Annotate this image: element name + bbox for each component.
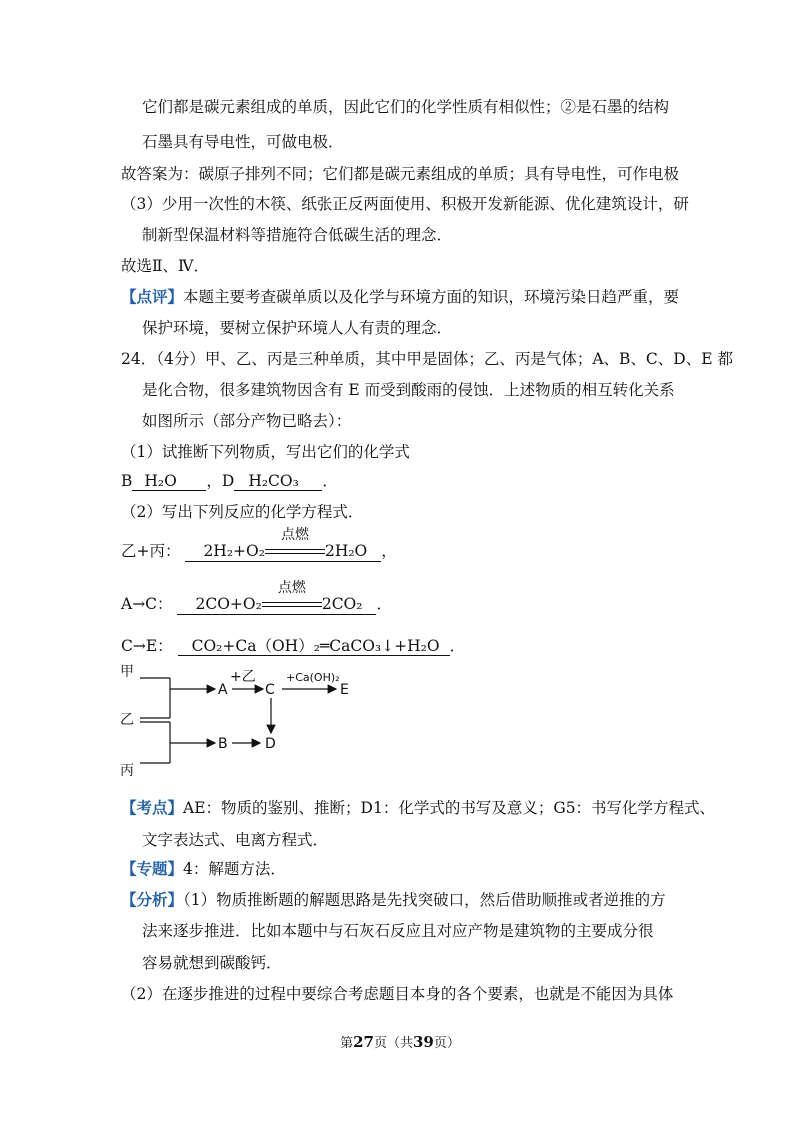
text-span: 本题主要考查碳单质以及化学与环境方面的知识，环境污染日趋严重，要 (183, 288, 680, 306)
page-number: 27 (353, 1033, 374, 1051)
text-line: （2）在逐步推进的过程中要综合考虑题目本身的各个要素，也就是不能因为具体 (121, 985, 674, 1003)
answer-sep: ，D (206, 472, 235, 490)
text-line: 文字表达式、电离方程式． (142, 831, 329, 849)
equation-products: 2H₂O (324, 542, 368, 560)
equation-products: 2CO₂ (321, 595, 363, 613)
section-tag-dianping: 【点评】 (121, 287, 184, 306)
answer-end: ． (322, 472, 338, 490)
node-jia: 甲 (120, 664, 134, 680)
zhuanti-paragraph (121, 858, 286, 880)
fenxi-paragraph (121, 889, 666, 911)
text-line: 法来逐步推进．比如本题中与石灰石反应且对应产物是建筑物的主要成分很 (142, 922, 654, 940)
text-line: 故答案为：碳原子排列不同；它们都是碳元素组成的单质；具有导电性，可作电极 (121, 165, 680, 183)
node-B: B (218, 736, 228, 752)
text-span: AE：物质的鉴别、推断；D1：化学式的书写及意义；G5：书写化学方程式、 (183, 799, 716, 817)
equation-answer-3: CO₂+Ca（OH）₂═CaCO₃↓+H₂O (178, 637, 450, 656)
equation-end: ． (449, 637, 466, 655)
answer-b: H₂O (132, 472, 206, 491)
text-line: 它们都是碳元素组成的单质，因此它们的化学性质有相似性；②是石墨的结构 (142, 98, 670, 116)
text-span: （1）物质推断题的解题思路是先找突破口，然后借助顺推或者逆推的方 (183, 891, 666, 909)
question-text: 24．（4分）甲、乙、丙是三种单质，其中甲是固体；乙、丙是气体；A、B、C、D、E 都 (121, 350, 733, 368)
text-line: （3）少用一次性的木筷、纸张正反两面使用、积极开发新能源、优化建筑设计，研 (121, 195, 689, 213)
page-total: 39 (413, 1033, 434, 1051)
reaction-condition: 点燃 (280, 527, 309, 543)
section-tag-zhuanti: 【专题】 (121, 859, 184, 878)
equation-end: ， (381, 542, 397, 560)
text-span: 4：解题方法． (183, 860, 286, 878)
answer-d: H₂CO₃ (234, 472, 322, 491)
label-plus-caoh2: +Ca(OH)₂ (286, 671, 340, 684)
text-line: 保护环境，要树立保护环境人人有责的理念． (142, 319, 453, 337)
node-E: E (340, 682, 349, 698)
text-line: 故选Ⅱ、Ⅳ． (121, 257, 210, 275)
equation-reactants: 2CO+O₂ (195, 595, 262, 613)
node-A: A (218, 682, 228, 698)
node-C: C (265, 682, 275, 698)
question-text: 如图所示（部分产物已略去）： (142, 412, 352, 430)
equation-label: A→C： (121, 595, 173, 613)
footer-text: 页（共 (373, 1036, 413, 1051)
page-footer (0, 1032, 800, 1051)
label-plus-yi: +乙 (230, 669, 256, 685)
node-bing: 丙 (120, 763, 134, 779)
equation-label: C→E： (121, 637, 173, 655)
footer-text: 第 (340, 1036, 354, 1051)
reaction-condition: 点燃 (277, 580, 306, 596)
equation-label: 乙+丙： (121, 542, 181, 560)
text-line: 石墨具有导电性，可做电极． (142, 133, 344, 151)
sub-question: （1）试推断下列物质，写出它们的化学式 (121, 443, 410, 461)
equation-end: ． (376, 595, 392, 613)
text-line: 容易就想到碳酸钙． (142, 954, 282, 972)
sub-question: （2）写出下列反应的化学方程式． (121, 503, 364, 521)
section-tag-fenxi: 【分析】 (121, 890, 184, 909)
equation-reactants: 2H₂+O₂ (203, 542, 265, 560)
node-yi: 乙 (120, 712, 134, 728)
node-D: D (265, 736, 276, 752)
section-tag-kaodian: 【考点】 (121, 798, 184, 817)
answer-label-b: B (121, 472, 133, 490)
question-text: 是化合物，很多建筑物因含有 E 而受到酸雨的侵蚀．上述物质的相互转化关系 (142, 381, 675, 399)
text-line: 制新型保温材料等措施符合低碳生活的理念． (142, 226, 453, 244)
footer-text: 页） (433, 1036, 460, 1051)
kaodian-paragraph (121, 797, 715, 819)
